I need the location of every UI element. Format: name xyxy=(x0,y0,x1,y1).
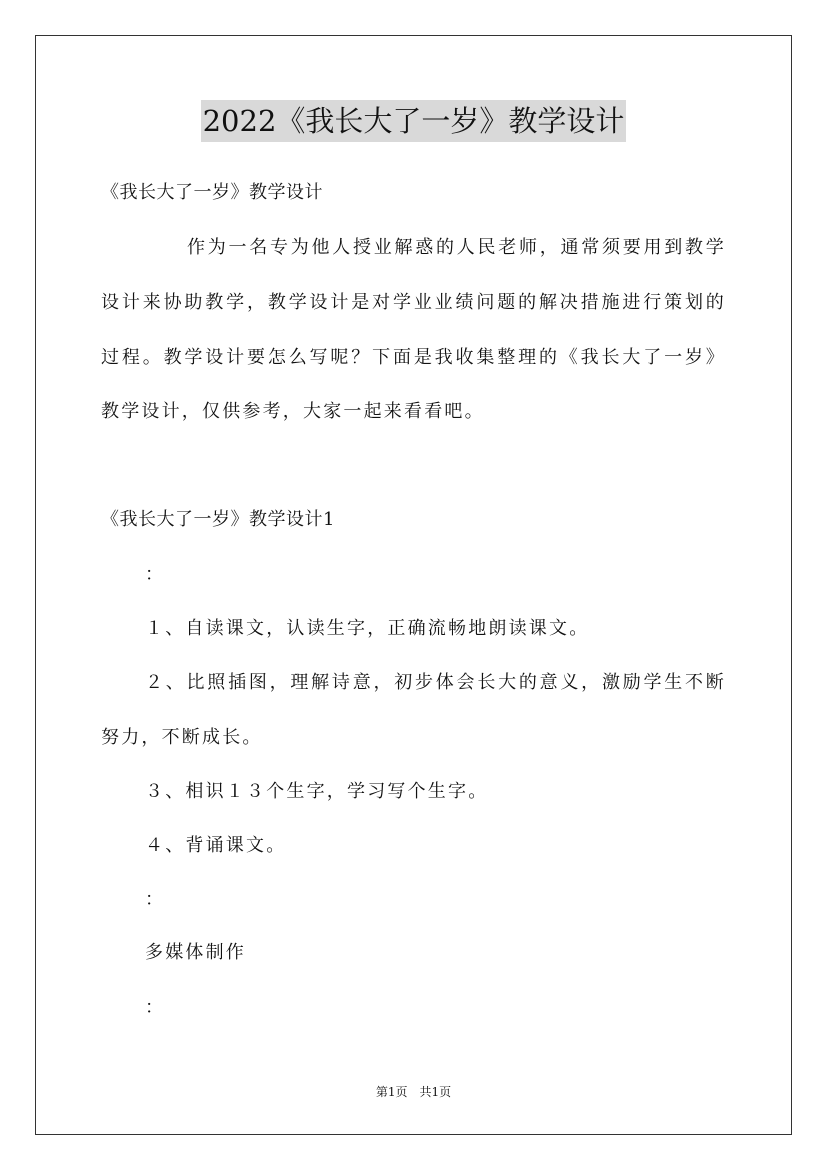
goal-1: １、自读课文，认读生字，正确流畅地朗读课文。 xyxy=(145,618,590,639)
colon-marker-1: ： xyxy=(145,564,163,585)
intro-line-1: 作为一名专为他人授业解惑的人民老师，通常须要用到教学 xyxy=(187,237,726,258)
goal-4: ４、背诵课文。 xyxy=(145,835,287,856)
intro-line-3: 过程。教学设计要怎么写呢？下面是我收集整理的《我长大了一岁》 xyxy=(101,347,726,368)
page-footer: 第1页 共1页 xyxy=(375,1085,452,1099)
prep-text: 多媒体制作 xyxy=(145,942,246,963)
intro-heading: 《我长大了一岁》教学设计 xyxy=(101,182,323,203)
goal-2: ２、比照插图，理解诗意，初步体会长大的意义，激励学生不断 xyxy=(145,672,726,693)
section-heading: 《我长大了一岁》教学设计1 xyxy=(101,509,335,530)
goal-2-continued: 努力，不断成长。 xyxy=(101,727,263,748)
colon-marker-3: ： xyxy=(145,997,163,1018)
document-title: 2022《我长大了一岁》教学设计 xyxy=(201,100,627,142)
title-wrap xyxy=(0,100,827,142)
intro-line-4: 教学设计，仅供参考，大家一起来看看吧。 xyxy=(101,401,485,422)
colon-marker-2: ： xyxy=(145,889,163,910)
goal-3: ３、相识１３个生字，学习写个生字。 xyxy=(145,781,489,802)
intro-line-2: 设计来协助教学，教学设计是对学业业绩问题的解决措施进行策划的 xyxy=(101,292,726,313)
